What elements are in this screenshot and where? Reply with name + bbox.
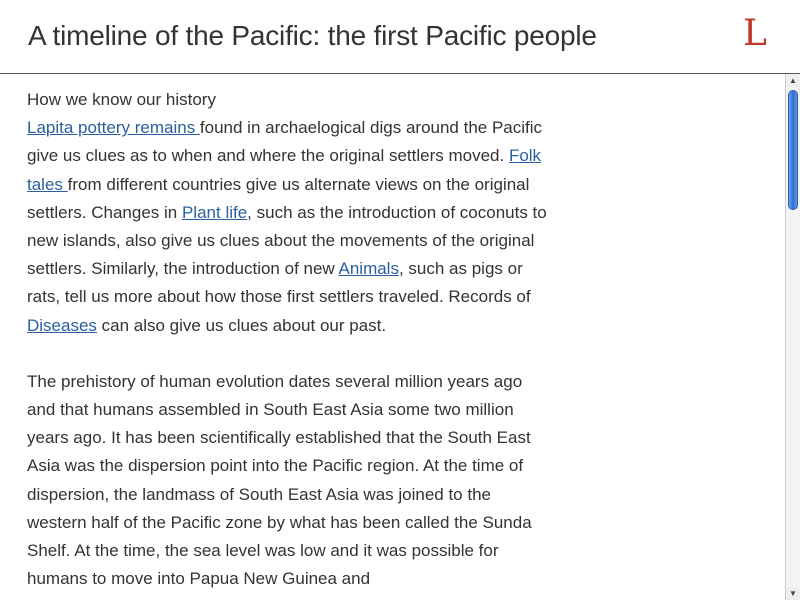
scroll-up-arrow-icon[interactable]: ▲ bbox=[786, 74, 800, 87]
paragraph-text: , such as pigs or rats, tell us more about how those first settlers traveled. Records of bbox=[27, 259, 531, 307]
paragraph-text: from different countries give us alternate views on the original settlers. Changes in bbox=[27, 174, 530, 222]
content-area bbox=[0, 74, 785, 600]
paragraph-text: , such as the introduction of coconuts to new islands, also give us clues about the movements of the original settlers. Similarly, the introduction of new bbox=[27, 202, 547, 279]
page-title: A timeline of the Pacific: the first Pacific people bbox=[28, 20, 597, 51]
paragraph-prehistory: The prehistory of human evolution dates several million years ago and that humans assembled in South East Asia some two million years ago. It has been scientifically established that the South East Asia was the dispersion point into the Pacific region. At the time of dispersion, the landmass of South East Asia was joined to the western half of the Pacific zone by what has been called the Sunda Shelf. At the time, the sea level was low and it was possible for humans to move into Papua New Guinea and bbox=[27, 371, 532, 589]
link-lapita-pottery[interactable]: Lapita pottery remains bbox=[27, 118, 200, 138]
paragraph-sources bbox=[27, 114, 547, 340]
section-heading: How we know our history bbox=[27, 90, 216, 109]
paragraph-text: can also give us clues about our past. bbox=[96, 315, 387, 335]
vertical-scrollbar[interactable] bbox=[785, 74, 800, 600]
link-folk-tales[interactable]: Folk tales bbox=[27, 146, 542, 194]
link-plant-life[interactable]: Plant life bbox=[181, 202, 248, 222]
scroll-thumb[interactable] bbox=[788, 90, 798, 210]
logo[interactable]: L bbox=[743, 13, 767, 54]
link-diseases[interactable]: Diseases bbox=[27, 315, 97, 335]
paragraph-text: found in archaelogical digs around the Pacific give us clues as to when and where the original settlers moved. bbox=[27, 118, 543, 166]
article bbox=[27, 86, 547, 600]
link-animals[interactable]: Animals bbox=[338, 259, 399, 279]
page-header bbox=[0, 0, 800, 74]
scroll-down-arrow-icon[interactable]: ▼ bbox=[786, 587, 800, 600]
